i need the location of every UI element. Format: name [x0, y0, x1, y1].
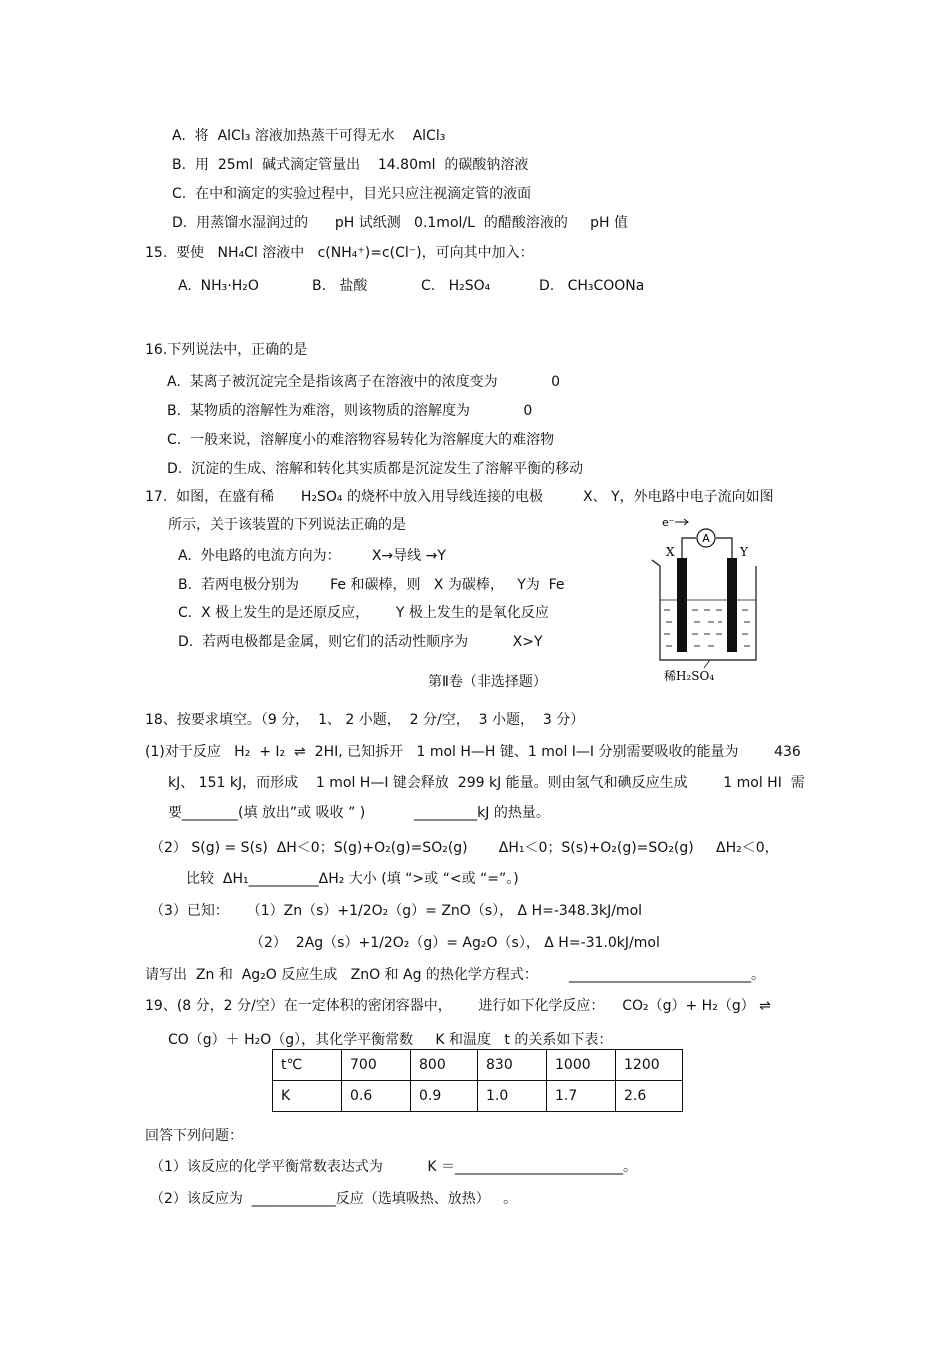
galvanic-cell-figure: [648, 512, 768, 684]
ammeter-label: A: [702, 532, 710, 545]
q19-part2: （2）该反应为 ____________反应（选填吸热、放热） 。: [150, 1191, 518, 1207]
q15-option-d: D. CH₃COONa: [539, 278, 645, 294]
electrode-x: [677, 558, 687, 652]
equilibrium-constant-table: [272, 1049, 683, 1112]
table-cell: 830: [478, 1050, 547, 1081]
q18-part3-line1: （3）已知： （1）Zn（s）+1/2O₂（g）= ZnO（s）， Δ H=-348.3kJ/mol: [150, 903, 643, 919]
q16-stem: 16.下列说法中，正确的是: [145, 342, 308, 358]
q17-option-c: C. X 极上发生的是还原反应， Y 极上发生的是氧化反应: [178, 605, 549, 621]
q14-option-a: A. 将 AlCl₃ 溶液加热蒸干可得无水 AlCl₃: [172, 128, 446, 144]
q19-part1: （1）该反应的化学平衡常数表达式为 K ＝________________________。: [150, 1159, 638, 1175]
q16-option-c: C. 一般来说，溶解度小的难溶物容易转化为溶解度大的难溶物: [167, 432, 555, 448]
electrode-x-label: X: [666, 545, 675, 559]
q17-option-b: B. 若两电极分别为 Fe 和碳棒，则 X 为碳棒， Y为 Fe: [178, 577, 565, 593]
table-cell: 800: [411, 1050, 478, 1081]
table-cell: K: [273, 1081, 342, 1112]
q18-part3-line3: 请写出 Zn 和 Ag₂O 反应生成 ZnO 和 Ag 的热化学方程式： __________________________。: [145, 967, 766, 983]
table-cell: 1000: [547, 1050, 616, 1081]
q18-stem: 18、按要求填空。（9 分， 1、 2 小题， 2 分/空， 3 小题， 3 分）: [145, 712, 585, 728]
section-title: 第Ⅱ卷（非选择题）: [428, 674, 547, 690]
q17-stem-line1: 17. 如图，在盛有稀 H₂SO₄ 的烧杯中放入用导线连接的电极 X、 Y，外电路中电子流向如图: [145, 489, 774, 505]
table-cell: t℃: [273, 1050, 342, 1081]
electrode-y: [727, 558, 737, 652]
table-cell: 1.7: [547, 1081, 616, 1112]
q14-option-d: D. 用蒸馏水湿润过的 pH 试纸测 0.1mol/L 的醋酸溶液的 pH 值: [172, 215, 628, 231]
electron-label: e⁻: [662, 516, 675, 529]
q17-stem-line2: 所示，关于该装置的下列说法正确的是: [168, 517, 406, 533]
q18-part1-line2: kJ、 151 kJ，而形成 1 mol H—I 键会释放 299 kJ 能量。则由氢气和碘反应生成 1 mol HI 需: [168, 775, 805, 791]
q18-part1-line1: (1)对于反应 H₂ + I₂ ⇌ 2HI, 已知拆开 1 mol H—H 键、1 mol I—I 分别需要吸收的能量为 436: [145, 744, 801, 760]
q16-option-a: A. 某离子被沉淀完全是指该离子在溶液中的浓度变为 0: [167, 374, 560, 390]
q16-option-d: D. 沉淀的生成、溶解和转化其实质都是沉淀发生了溶解平衡的移动: [167, 461, 584, 477]
q17-option-a: A. 外电路的电流方向为： X→导线 →Y: [178, 548, 446, 564]
table-row: [273, 1050, 683, 1081]
q14-option-b: B. 用 25ml 碱式滴定管量出 14.80ml 的碳酸钠溶液: [172, 157, 529, 173]
table-cell: 1200: [616, 1050, 683, 1081]
q16-option-b: B. 某物质的溶解性为难溶，则该物质的溶解度为 0: [167, 403, 533, 419]
q19-stem-line2: CO（g）＋ H₂O（g），其化学平衡常数 K 和温度 t 的关系如下表：: [168, 1032, 613, 1048]
q19-stem-line1: 19、(8 分，2 分/空）在一定体积的密闭容器中， 进行如下化学反应： CO₂（g）+ H₂（g） ⇌: [145, 998, 771, 1014]
table-row: [273, 1081, 683, 1112]
q15-option-c: C. H₂SO₄: [421, 278, 491, 294]
q15-option-b: B. 盐酸: [312, 278, 368, 294]
q18-part3-line2: （2） 2Ag（s）+1/2O₂（g）= Ag₂O（s）， Δ H=-31.0kJ/mol: [250, 935, 660, 951]
table-cell: 700: [342, 1050, 411, 1081]
q18-part2-line1: （2） S(g) = S(s) ΔH＜0；S(g)+O₂(g)=SO₂(g) ΔH₁＜0；S(s)+O₂(g)=SO₂(g) ΔH₂＜0，: [150, 840, 779, 856]
q18-part1-line3: 要________(填 放出”或 吸收 ” ) _________kJ 的热量。: [168, 805, 550, 821]
q19-answer-prompt: 回答下列问题：: [145, 1128, 243, 1144]
q14-option-c: C. 在中和滴定的实验过程中，目光只应注视滴定管的液面: [172, 186, 532, 202]
q15-stem: 15. 要使 NH₄Cl 溶液中 c(NH₄⁺)=c(Cl⁻)，可向其中加入：: [145, 245, 534, 261]
table-cell: 0.6: [342, 1081, 411, 1112]
table-cell: 0.9: [411, 1081, 478, 1112]
solution-label: 稀H₂SO₄: [664, 669, 715, 683]
q17-option-d: D. 若两电极都是金属，则它们的活动性顺序为 X>Y: [178, 634, 543, 650]
q18-part2-line2: 比较 ΔH₁__________ΔH₂ 大小 (填 “>或 “<或 “=”。): [186, 871, 519, 887]
table-cell: 2.6: [616, 1081, 683, 1112]
table-cell: 1.0: [478, 1081, 547, 1112]
q15-option-a: A. NH₃·H₂O: [178, 278, 259, 294]
electrode-y-label: Y: [740, 545, 748, 559]
